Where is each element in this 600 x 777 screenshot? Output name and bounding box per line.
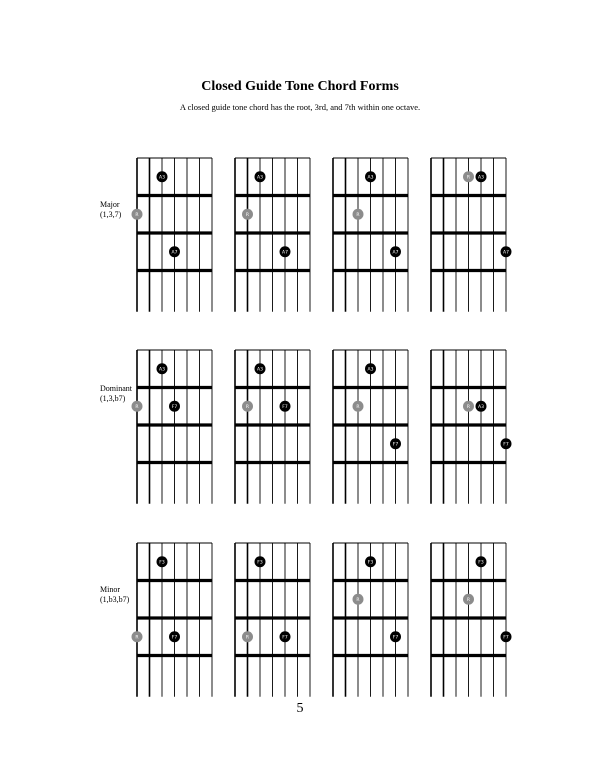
chord-diagram	[132, 350, 213, 504]
root-note-dot	[132, 209, 143, 220]
row-label-minor-formula: (1,b3,b7)	[100, 595, 130, 604]
chord-diagram	[431, 350, 512, 504]
root-note-dot	[242, 401, 253, 412]
chord-diagram	[235, 350, 310, 504]
chord-tone-dot	[365, 171, 376, 182]
chord-tone-dot	[157, 556, 168, 567]
chord-tone-dot	[501, 246, 512, 257]
root-note-dot	[353, 401, 364, 412]
note-label: R	[356, 212, 360, 218]
root-note-dot	[242, 209, 253, 220]
note-label: R	[245, 635, 250, 641]
chord-tone-dot	[476, 556, 487, 567]
chord-tone-dot	[476, 401, 487, 412]
note-label: A3	[257, 367, 263, 373]
note-label: A7	[171, 250, 178, 256]
chord-tone-dot	[255, 556, 266, 567]
note-label: F7	[171, 635, 178, 641]
chord-tone-dot	[365, 556, 376, 567]
note-label: F7	[503, 442, 509, 448]
chord-tone-dot	[390, 246, 401, 257]
note-label: F3	[367, 560, 374, 566]
note-label: R	[245, 212, 250, 218]
chord-tone-dot	[157, 171, 168, 182]
chord-diagram	[431, 543, 512, 697]
row-label-major-formula: (1,3,7)	[100, 210, 122, 219]
page-title: Closed Guide Tone Chord Forms	[201, 79, 399, 94]
chord-diagram	[132, 543, 213, 697]
note-label: A7	[503, 250, 509, 256]
root-note-dot	[353, 209, 364, 220]
note-label: A3	[367, 367, 374, 373]
chord-diagram	[235, 158, 310, 312]
note-label: R	[356, 404, 360, 410]
row-label-minor-name: Minor	[100, 585, 120, 594]
chord-tone-dot	[501, 438, 512, 449]
chord-diagram	[333, 350, 408, 504]
root-note-dot	[242, 631, 253, 642]
note-label: R	[466, 597, 471, 603]
chord-tone-dot	[169, 631, 180, 642]
note-label: A3	[478, 404, 484, 410]
root-note-dot	[353, 594, 364, 605]
chord-tone-dot	[157, 363, 168, 374]
chord-tone-dot	[365, 363, 376, 374]
note-label: F7	[392, 442, 399, 448]
note-label: F3	[257, 560, 263, 566]
chord-tone-dot	[390, 631, 401, 642]
chord-diagram	[333, 158, 408, 312]
chord-tone-dot	[255, 363, 266, 374]
note-label: R	[135, 212, 139, 218]
page-subtitle: A closed guide tone chord has the root, 3rd, and 7th within one octave.	[179, 102, 421, 112]
chord-tone-dot	[280, 246, 291, 257]
note-label: F7	[503, 635, 509, 641]
note-label: F7	[282, 404, 288, 410]
note-label: A3	[257, 175, 263, 181]
note-label: A3	[478, 175, 484, 181]
note-label: R	[466, 175, 471, 181]
page-number: 5	[296, 701, 304, 716]
note-label: R	[356, 597, 360, 603]
root-note-dot	[463, 401, 474, 412]
note-label: R	[245, 404, 250, 410]
row-label-dominant-formula: (1,3,b7)	[100, 394, 126, 403]
note-label: F3	[159, 560, 165, 566]
chord-tone-dot	[255, 171, 266, 182]
note-label: A3	[159, 367, 165, 373]
row-label-dominant-name: Dominant	[100, 384, 132, 393]
chord-diagram	[132, 158, 213, 312]
chord-tone-dot	[280, 401, 291, 412]
note-label: R	[466, 404, 471, 410]
chord-diagram	[235, 543, 310, 697]
chord-tone-dot	[390, 438, 401, 449]
chord-tone-dot	[169, 401, 180, 412]
root-note-dot	[132, 631, 143, 642]
note-label: R	[135, 635, 139, 641]
root-note-dot	[463, 594, 474, 605]
note-label: R	[135, 404, 139, 410]
note-label: F7	[171, 404, 178, 410]
chord-diagram	[333, 543, 408, 697]
note-label: F3	[478, 560, 484, 566]
note-label: A7	[282, 250, 288, 256]
note-label: F7	[282, 635, 288, 641]
chord-diagram	[431, 158, 512, 312]
note-label: A7	[392, 250, 399, 256]
root-note-dot	[132, 401, 143, 412]
chord-tone-dot	[169, 246, 180, 257]
chord-tone-dot	[501, 631, 512, 642]
note-label: A3	[367, 175, 374, 181]
note-label: A3	[159, 175, 165, 181]
chord-tone-dot	[476, 171, 487, 182]
note-label: F7	[392, 635, 399, 641]
root-note-dot	[463, 171, 474, 182]
row-label-major-name: Major	[100, 200, 120, 209]
chord-tone-dot	[280, 631, 291, 642]
